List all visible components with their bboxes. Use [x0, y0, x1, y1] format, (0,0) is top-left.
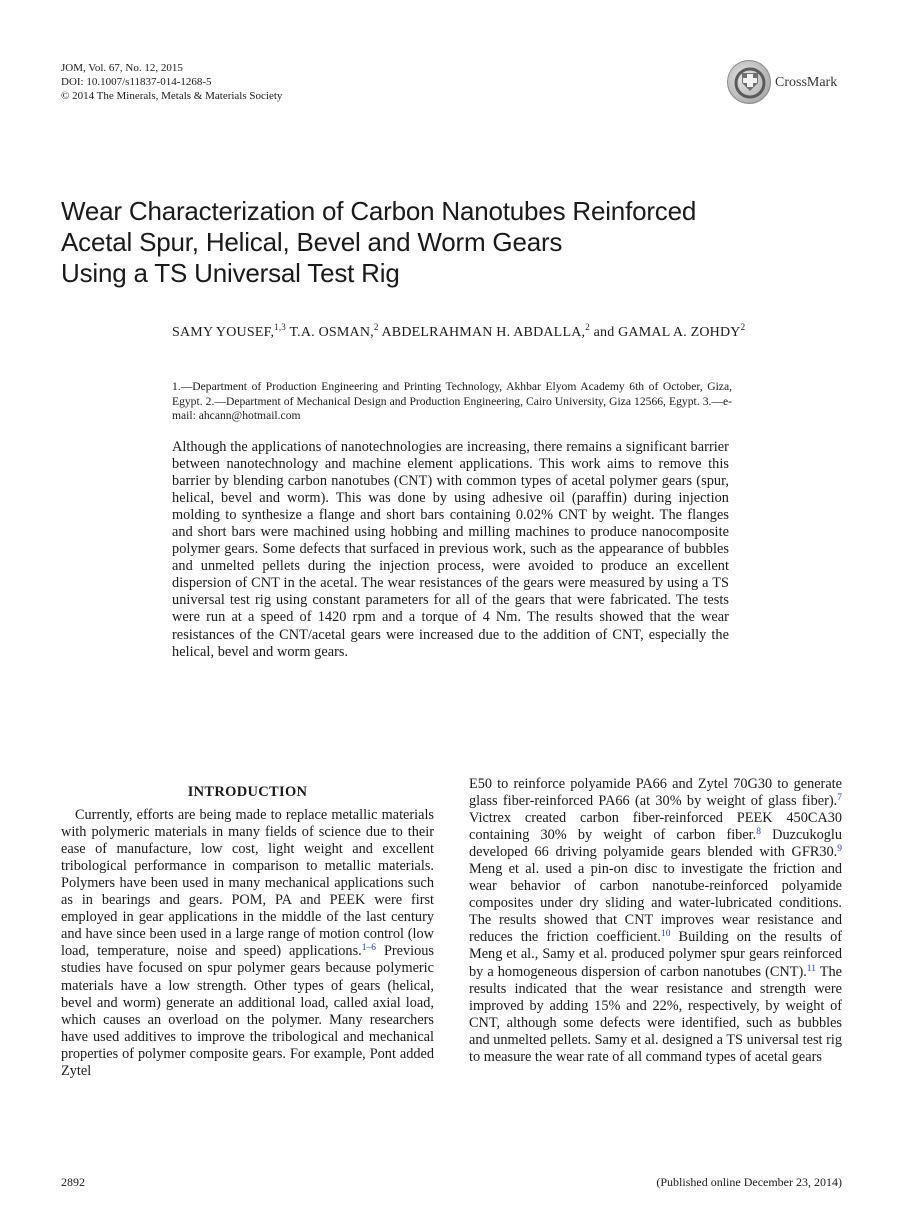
author-name: T.A. OSMAN, [286, 325, 374, 340]
publication-date: (Published online December 23, 2014) [656, 1175, 842, 1189]
body-text: Currently, efforts are being made to replace metallic materials with polymeric materials in many fields of science due to their ease of manufacture, low cost, light weight and excellent tribological performance in comparison to metallic materials. Polymers have been used in many mechanical applications such as in bearings and gears. POM, PA and PEEK were first employed in gear applications in the middle of the last century and have since been used in a large range of motion control (low load, temperature, noise and speed) applications. [61, 807, 434, 960]
author-name: ABDELRAHMAN H. ABDALLA, [378, 325, 586, 340]
body-text: Meng et al. used a pin-on disc to investigate the friction and wear behavior of carbon nanotube-reinforced polyamide composites under dry sliding and water-lubricated conditions. The results showed that CNT improves wear resistance and reduces the friction coefficient. [469, 861, 842, 946]
right-column [469, 776, 842, 1066]
author-name: SAMY YOUSEF, [172, 325, 275, 340]
body-text: E50 to reinforce polyamide PA66 and Zytel 70G30 to generate glass fiber-reinforced PA66 (at 30% by weight of glass fiber). [469, 776, 842, 810]
journal-citation: JOM, Vol. 67, No. 12, 2015 [61, 62, 183, 74]
article-title [61, 196, 841, 289]
page-number: 2892 [61, 1175, 85, 1189]
body-text: The results indicated that the wear resistance and strength were improved by adding 15% and 22%, respectively, by weight of CNT, although some defects were identified, such as bubbles and unmelted pellets. Samy et al. designed a TS universal test rig to measure the wear rate of all command types of acetal gears [469, 963, 842, 1065]
citation-link[interactable]: 8 [756, 827, 761, 838]
body-text: Building on the results of Meng et al., Samy et al. produced polymer spur gears reinforced by a homogeneous dispersion of carbon nanotubes (CNT). [469, 929, 842, 980]
author-affiliation-mark: 2 [740, 322, 746, 332]
crossmark-icon [727, 60, 771, 104]
doi-link[interactable]: DOI: 10.1007/s11837-014-1268-5 [61, 76, 212, 88]
crossmark-label: CrossMark [775, 75, 838, 90]
body-paragraph [469, 776, 842, 1066]
body-text: Victrex created carbon fiber-reinforced PEEK 450CA30 containing 30% by weight of carbon fiber. [469, 810, 842, 844]
citation-link[interactable]: 9 [837, 844, 842, 855]
journal-header [61, 61, 282, 103]
title-line: Wear Characterization of Carbon Nanotubes Reinforced [61, 196, 697, 226]
author-affiliation-mark: 1,3 [274, 322, 287, 332]
copyright-notice: © 2014 The Minerals, Metals & Materials Society [61, 90, 283, 102]
affiliations: 1.—Department of Production Engineering and Printing Technology, Akhbar Elyom Academy 6th of October, Giza, Egypt. 2.—Department of Mechanical Design and Production Engineering, Cairo University, Giza 12566, Egypt. 3.—e-mail: ahcann@hotmail.com [172, 380, 732, 422]
title-line: Acetal Spur, Helical, Bevel and Worm Gears [61, 227, 563, 257]
abstract: Although the applications of nanotechnologies are increasing, there remains a significant barrier between nanotechnology and machine element applications. This work aims to remove this barrier by blending carbon nanotubes (CNT) with common types of acetal polymer gears (spur, helical, bevel and worm). This was done by using adhesive oil (paraffin) during injection molding to synthesize a flange and short bars containing 0.02% CNT by weight. The flanges and short bars were machined using hobbing and milling machines to produce nanocomposite polymer gears. Some defects that surfaced in previous work, such as the appearance of bubbles and unmelted pellets during the injection process, were avoided to produce an excellent dispersion of CNT in the acetal. The wear resistances of the gears were measured by using a TS universal test rig using constant parameters for all of the gears that were fabricated. The tests were run at a speed of 1420 rpm and a torque of 4 Nm. The results showed that the wear resistances of the CNT/acetal gears were increased due to the addition of CNT, especially the helical, bevel and worm gears. [172, 439, 729, 660]
citation-link[interactable]: 10 [660, 929, 671, 940]
citation-link[interactable]: 11 [806, 963, 816, 974]
section-heading: INTRODUCTION [187, 784, 308, 800]
author-list [172, 324, 772, 342]
left-column [61, 776, 434, 1080]
body-paragraph [61, 807, 434, 1080]
author-affiliation-mark: 2 [585, 322, 590, 332]
citation-link[interactable]: 7 [837, 793, 842, 804]
title-line: Using a TS Universal Test Rig [61, 258, 400, 288]
author-name: and GAMAL A. ZOHDY [589, 325, 741, 340]
citation-link[interactable]: 1–6 [361, 943, 376, 954]
body-text: Previous studies have focused on spur polymer gears because polymeric materials have a low strength. Other types of gears (helical, bevel and worm) generate an additional load, called axial load, which causes an overload on the polymer. Many researchers have used additives to improve the tribological and mechanical properties of polymer composite gears. For example, Pont added Zytel [61, 943, 434, 1079]
author-affiliation-mark: 2 [373, 322, 379, 332]
body-text: Duzcukoglu developed 66 driving polyamide gears blended with GFR30. [469, 827, 843, 861]
crossmark-badge[interactable] [727, 60, 847, 106]
